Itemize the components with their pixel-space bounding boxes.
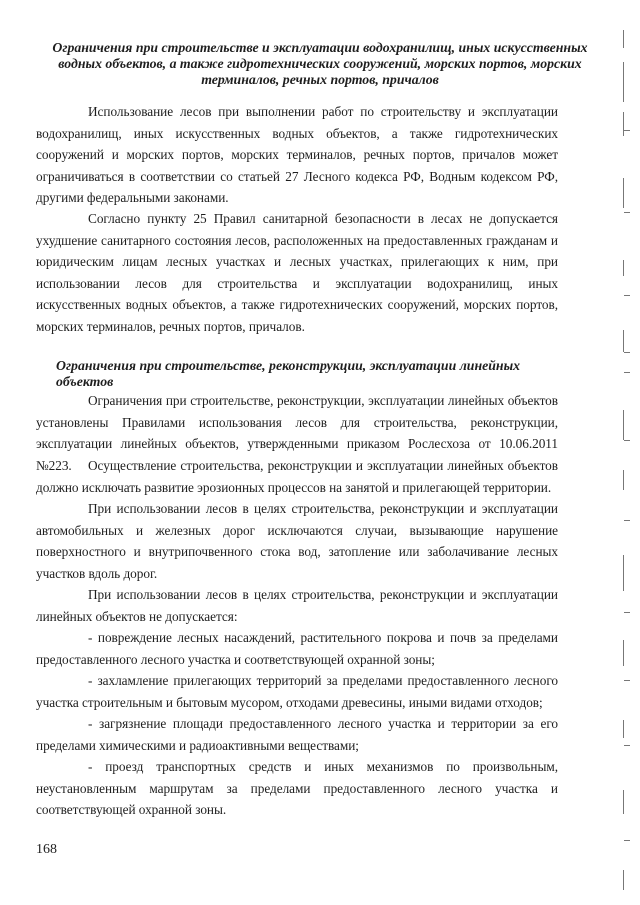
paragraph-sanitary-rules: Согласно пункту 25 Правил санитарной безопасности в лесах не допускается ухудшение санитарного состояния лесов, расположенных на предоставленных гражданам и юридическим лицам лесных участках и лесных участках, прилегающих к ним, при использовании лесов для строительства и эксплуатации водохранилищ, иных искусственных водных объектов, а также гидротехнических сооружений, морских портов, морских терминалов, речных портов, причалов. xyxy=(36,211,558,334)
scan-edge-marks xyxy=(623,0,631,905)
section-heading-reservoirs: Ограничения при строительстве и эксплуатации водохранилищ, иных искусственных водных объектов, а также гидротехнических сооружений, морских портов, морских терминалов, речных портов, причалов xyxy=(52,40,588,88)
paragraph-linear-restrictions: Ограничения при строительстве, реконструкции, эксплуатации линейных объектов установлены Правилами использования лесов для строительства, реконструкции, эксплуатации линейных объектов, утвержденными приказом Рослесхоза от 10.06.2011 №223. xyxy=(36,393,558,473)
paragraph-not-allowed: При использовании лесов в целях строительства, реконструкции и эксплуатации линейных объектов не допускается: xyxy=(36,587,558,624)
section-heading-linear-objects: Ограничения при строительстве, реконструкции, эксплуатации линейных объектов xyxy=(56,358,521,390)
page-number: 168 xyxy=(36,842,57,857)
paragraph-roads: При использовании лесов в целях строительства, реконструкции и эксплуатации автомобильных и железных дорог исключаются случаи, вызывающие нарушение поверхностного и внутрипочвенного стока вод, затопление или заболачивание лесных участков вдоль дорог. xyxy=(36,501,558,581)
paragraph-erosion: Осуществление строительства, реконструкции и эксплуатации линейных объектов должно исключать развитие эрозионных процессов на занятой и прилегающей территории. xyxy=(36,458,558,495)
paragraph-reservoirs-usage: Использование лесов при выполнении работ по строительству и эксплуатации водохранилищ, иных искусственных водных объектов, а также гидротехнических сооружений и морских портов, морских терминалов, речных портов, причалов может ограничиваться в соответствии со статьей 27 Лесного кодекса РФ, Водным кодексом РФ, другими федеральными законами. xyxy=(36,104,558,205)
list-item-vehicles: - проезд транспортных средств и иных механизмов по произвольным, неустановленным маршрутам за пределами предоставленного лесного участка и соответствующей охранной зоны. xyxy=(36,759,558,817)
list-item-littering: - захламление прилегающих территорий за пределами предоставленного лесного участка строительным и бытовым мусором, отходами древесины, иными видами отходов; xyxy=(36,673,558,710)
list-item-damage: - повреждение лесных насаждений, растительного покрова и почв за пределами предоставленного лесного участка и соответствующей охранной зоны; xyxy=(36,630,558,667)
list-item-pollution: - загрязнение площади предоставленного лесного участка и территории за его пределами химическими и радиоактивными веществами; xyxy=(36,716,558,753)
